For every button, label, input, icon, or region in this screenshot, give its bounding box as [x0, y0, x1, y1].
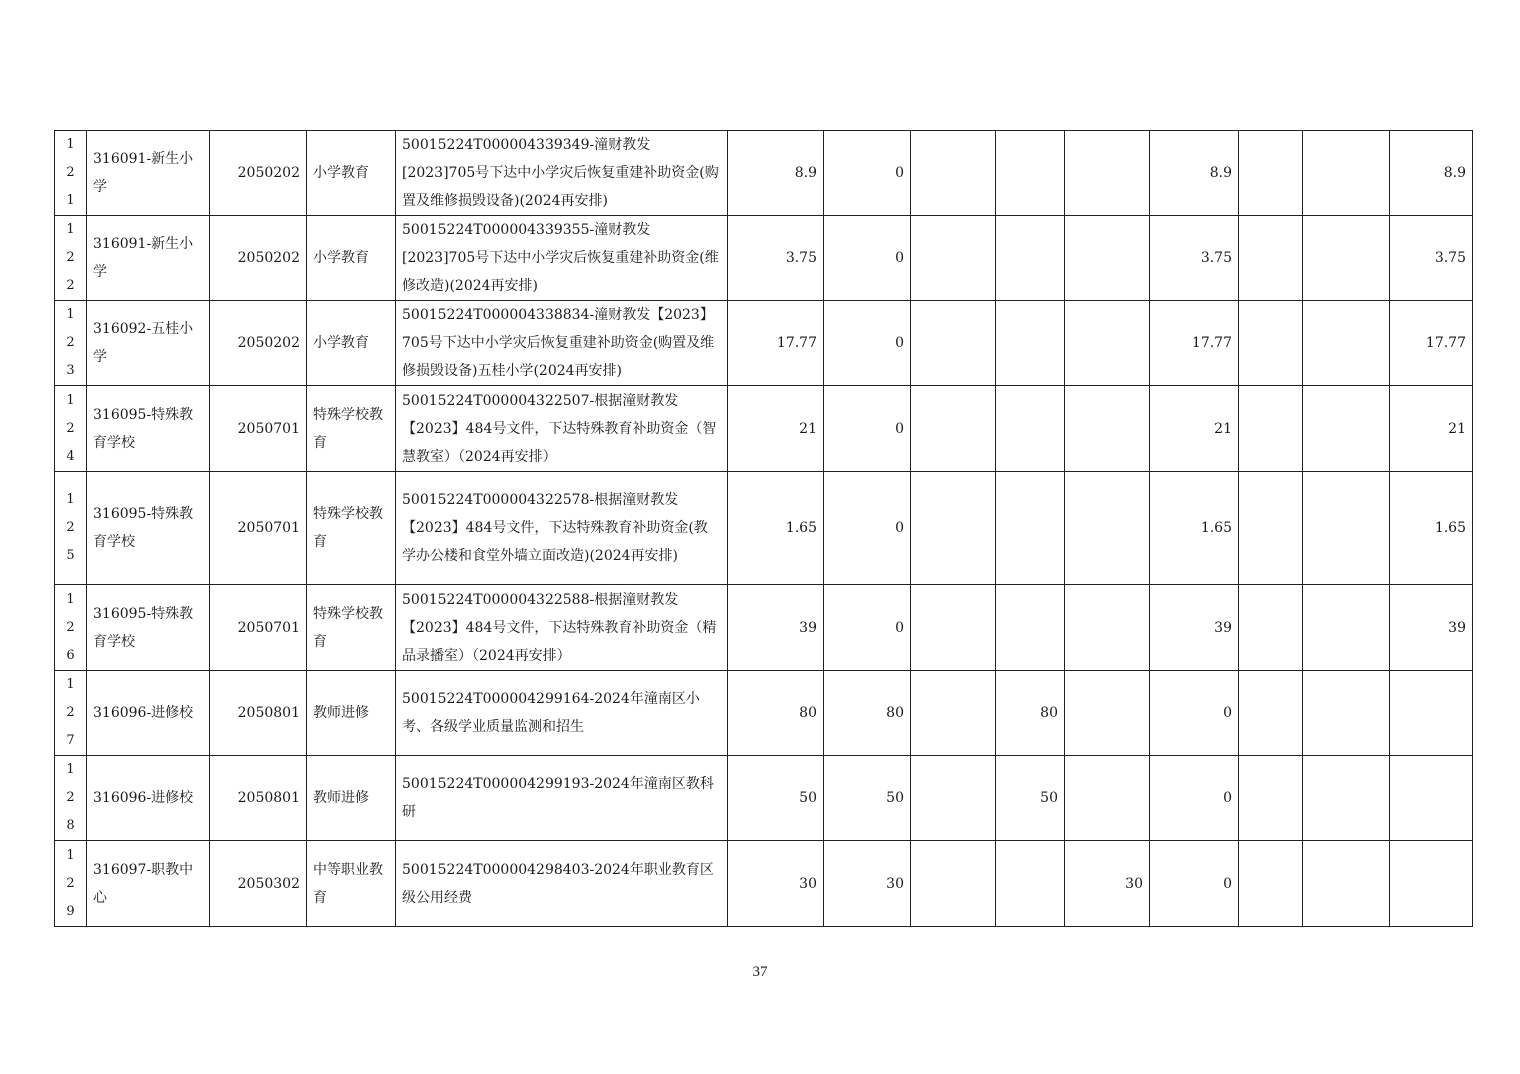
- amount-cell: [1303, 216, 1390, 301]
- row-index-digit: 2: [66, 250, 75, 265]
- amount-cell: [1065, 131, 1150, 216]
- project-cell: 50015224T000004339349-潼财教发[2023]705号下达中小学灾后恢复重建补助资金(购置及维修损毁设备)(2024再安排): [396, 131, 728, 216]
- amount-cell: 21: [1390, 386, 1473, 472]
- amount-cell: [1390, 756, 1473, 841]
- row-index-digit: 1: [66, 137, 75, 152]
- row-index-digit: 8: [66, 818, 75, 833]
- amount-cell: [1065, 301, 1150, 386]
- function-name-cell: 特殊学校教育: [307, 386, 396, 472]
- amount-cell: [996, 472, 1065, 585]
- function-name-cell: 特殊学校教育: [307, 585, 396, 671]
- function-name-cell: 中等职业教育: [307, 841, 396, 927]
- table-row: [55, 216, 1473, 301]
- amount-cell: [996, 131, 1065, 216]
- function-name-cell: 教师进修: [307, 671, 396, 756]
- amount-cell: 17.77: [1150, 301, 1239, 386]
- amount-cell: [996, 216, 1065, 301]
- row-index-digit: 1: [66, 193, 75, 208]
- row-index: [55, 386, 87, 472]
- row-index: [55, 301, 87, 386]
- amount-cell: 80: [728, 671, 824, 756]
- table-row: [55, 301, 1473, 386]
- function-code-cell: 2050801: [210, 756, 307, 841]
- amount-cell: [1303, 131, 1390, 216]
- amount-cell: [1239, 841, 1303, 927]
- amount-cell: [1390, 671, 1473, 756]
- amount-cell: [1239, 671, 1303, 756]
- row-index-digit: 2: [66, 165, 75, 180]
- project-cell: 50015224T000004299193-2024年潼南区教科研: [396, 756, 728, 841]
- amount-cell: [1065, 756, 1150, 841]
- table-body: [55, 131, 1473, 927]
- table-row: [55, 131, 1473, 216]
- amount-cell: 30: [824, 841, 911, 927]
- amount-cell: [1065, 472, 1150, 585]
- amount-cell: [1065, 585, 1150, 671]
- row-index-digit: 1: [66, 762, 75, 777]
- amount-cell: [1303, 585, 1390, 671]
- amount-cell: 0: [1150, 841, 1239, 927]
- unit-cell: 316091-新生小学: [87, 131, 210, 216]
- amount-cell: 17.77: [728, 301, 824, 386]
- project-cell: 50015224T000004299164-2024年潼南区小考、各级学业质量监测和招生: [396, 671, 728, 756]
- amount-cell: 50: [996, 756, 1065, 841]
- amount-cell: [1303, 671, 1390, 756]
- row-index-digit: 2: [66, 619, 75, 635]
- project-cell: 50015224T000004322507-根据潼财教发【2023】484号文件，下达特殊教育补助资金（智慧教室）（2024再安排）: [396, 386, 728, 472]
- function-name-cell: 特殊学校教育: [307, 472, 396, 585]
- row-index-digit: 9: [66, 903, 75, 919]
- amount-cell: 3.75: [1390, 216, 1473, 301]
- function-name-cell: 小学教育: [307, 131, 396, 216]
- row-index-digit: 2: [66, 278, 75, 293]
- amount-cell: 0: [1150, 756, 1239, 841]
- row-index: [55, 585, 87, 671]
- amount-cell: 21: [728, 386, 824, 472]
- amount-cell: 30: [1065, 841, 1150, 927]
- amount-cell: [1065, 386, 1150, 472]
- project-cell: 50015224T000004339355-潼财教发[2023]705号下达中小学灾后恢复重建补助资金(维修改造)(2024再安排): [396, 216, 728, 301]
- amount-cell: [996, 841, 1065, 927]
- function-code-cell: 2050202: [210, 301, 307, 386]
- amount-cell: 3.75: [1150, 216, 1239, 301]
- amount-cell: 0: [824, 585, 911, 671]
- amount-cell: 0: [1150, 671, 1239, 756]
- amount-cell: [1065, 216, 1150, 301]
- function-code-cell: 2050202: [210, 216, 307, 301]
- amount-cell: 0: [824, 131, 911, 216]
- row-index-digit: 2: [66, 875, 75, 891]
- amount-cell: 0: [824, 216, 911, 301]
- project-cell: 50015224T000004298403-2024年职业教育区级公用经费: [396, 841, 728, 927]
- amount-cell: 8.9: [728, 131, 824, 216]
- row-index: [55, 671, 87, 756]
- amount-cell: [1239, 472, 1303, 585]
- row-index-digit: 6: [66, 647, 75, 663]
- unit-cell: 316096-进修校: [87, 671, 210, 756]
- row-index-digit: 1: [66, 492, 75, 507]
- row-index-digit: 1: [66, 392, 75, 408]
- unit-cell: 316095-特殊教育学校: [87, 386, 210, 472]
- amount-cell: 80: [996, 671, 1065, 756]
- row-index-digit: 7: [66, 733, 75, 748]
- amount-cell: [1303, 386, 1390, 472]
- row-index: [55, 131, 87, 216]
- unit-cell: 316095-特殊教育学校: [87, 472, 210, 585]
- row-index: [55, 841, 87, 927]
- amount-cell: [1239, 216, 1303, 301]
- amount-cell: 50: [824, 756, 911, 841]
- amount-cell: 21: [1150, 386, 1239, 472]
- project-cell: 50015224T000004322578-根据潼财教发【2023】484号文件，下达特殊教育补助资金(教学办公楼和食堂外墙立面改造)(2024再安排): [396, 472, 728, 585]
- amount-cell: 30: [728, 841, 824, 927]
- row-index-digit: 2: [66, 705, 75, 720]
- function-name-cell: 小学教育: [307, 301, 396, 386]
- row-index-digit: 3: [66, 363, 75, 378]
- project-cell: 50015224T000004338834-潼财教发【2023】705号下达中小学灾后恢复重建补助资金(购置及维修损毁设备)五桂小学(2024再安排): [396, 301, 728, 386]
- row-index-digit: 1: [66, 307, 75, 322]
- table-row: [55, 671, 1473, 756]
- row-index-digit: 1: [66, 591, 75, 607]
- row-index-digit: 1: [66, 222, 75, 237]
- amount-cell: [911, 756, 996, 841]
- page-number: 37: [752, 964, 768, 980]
- amount-cell: [911, 585, 996, 671]
- function-code-cell: 2050801: [210, 671, 307, 756]
- amount-cell: [996, 386, 1065, 472]
- amount-cell: [911, 131, 996, 216]
- unit-cell: 316096-进修校: [87, 756, 210, 841]
- table-row: [55, 472, 1473, 585]
- amount-cell: 39: [728, 585, 824, 671]
- amount-cell: 1.65: [728, 472, 824, 585]
- row-index-digit: 4: [66, 448, 75, 464]
- amount-cell: [911, 301, 996, 386]
- amount-cell: [911, 841, 996, 927]
- unit-cell: 316095-特殊教育学校: [87, 585, 210, 671]
- amount-cell: [911, 472, 996, 585]
- row-index-digit: 2: [66, 420, 75, 436]
- amount-cell: [1065, 671, 1150, 756]
- amount-cell: [1239, 756, 1303, 841]
- amount-cell: 8.9: [1390, 131, 1473, 216]
- amount-cell: [911, 671, 996, 756]
- table-row: [55, 756, 1473, 841]
- unit-cell: 316092-五桂小学: [87, 301, 210, 386]
- amount-cell: 0: [824, 472, 911, 585]
- function-code-cell: 2050302: [210, 841, 307, 927]
- table-row: [55, 585, 1473, 671]
- function-code-cell: 2050701: [210, 472, 307, 585]
- row-index-digit: 1: [66, 677, 75, 692]
- table-row: [55, 841, 1473, 927]
- table-row: [55, 386, 1473, 472]
- row-index: [55, 472, 87, 585]
- amount-cell: [1390, 841, 1473, 927]
- amount-cell: [911, 216, 996, 301]
- amount-cell: [996, 301, 1065, 386]
- amount-cell: [1239, 131, 1303, 216]
- row-index: [55, 756, 87, 841]
- row-index-digit: 5: [66, 548, 75, 563]
- amount-cell: 17.77: [1390, 301, 1473, 386]
- amount-cell: 39: [1150, 585, 1239, 671]
- project-cell: 50015224T000004322588-根据潼财教发【2023】484号文件，下达特殊教育补助资金（精品录播室）（2024再安排）: [396, 585, 728, 671]
- unit-cell: 316091-新生小学: [87, 216, 210, 301]
- unit-cell: 316097-职教中心: [87, 841, 210, 927]
- amount-cell: 80: [824, 671, 911, 756]
- row-index-digit: 1: [66, 847, 75, 863]
- amount-cell: 50: [728, 756, 824, 841]
- amount-cell: [1303, 756, 1390, 841]
- amount-cell: [1239, 301, 1303, 386]
- function-name-cell: 小学教育: [307, 216, 396, 301]
- function-code-cell: 2050202: [210, 131, 307, 216]
- amount-cell: 1.65: [1150, 472, 1239, 585]
- amount-cell: 39: [1390, 585, 1473, 671]
- amount-cell: 1.65: [1390, 472, 1473, 585]
- function-code-cell: 2050701: [210, 386, 307, 472]
- amount-cell: [1303, 841, 1390, 927]
- amount-cell: 3.75: [728, 216, 824, 301]
- amount-cell: [911, 386, 996, 472]
- row-index-digit: 2: [66, 790, 75, 805]
- function-name-cell: 教师进修: [307, 756, 396, 841]
- amount-cell: 8.9: [1150, 131, 1239, 216]
- budget-table: [54, 130, 1473, 927]
- function-code-cell: 2050701: [210, 585, 307, 671]
- amount-cell: [1303, 301, 1390, 386]
- amount-cell: 0: [824, 386, 911, 472]
- amount-cell: [1239, 386, 1303, 472]
- amount-cell: [1239, 585, 1303, 671]
- row-index-digit: 2: [66, 335, 75, 350]
- row-index-digit: 2: [66, 520, 75, 535]
- row-index: [55, 216, 87, 301]
- amount-cell: 0: [824, 301, 911, 386]
- amount-cell: [1303, 472, 1390, 585]
- amount-cell: [996, 585, 1065, 671]
